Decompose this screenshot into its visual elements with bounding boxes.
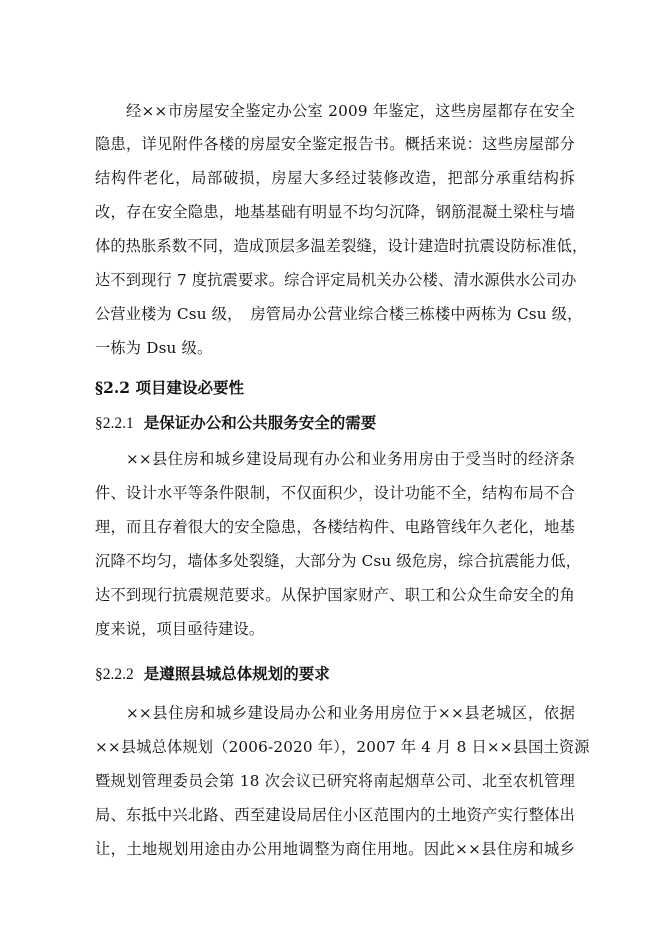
text-line: 度来说，项目亟待建设。: [95, 620, 265, 638]
text-line: 达不到现行抗震规范要求。从保护国家财产、职工和公众生命安全的角: [95, 586, 575, 604]
text-line: 改，存在安全隐患，地基基础有明显不均匀沉降，钢筋混凝土梁柱与墙: [95, 203, 575, 221]
section-title: 是保证办公和公共服务安全的需要: [143, 413, 377, 432]
section-heading-2-2-1: [95, 413, 376, 434]
section-title: 是遵照县城总体规划的要求: [143, 664, 330, 683]
text-line: 暨规划管理委员会第 18 次会议已研究将南起烟草公司、北至农机管理: [95, 772, 575, 790]
text-line: 一栋为 Dsu 级。: [95, 339, 213, 357]
text-line: 让，土地规划用途由办公用地调整为商住用地。因此××县住房和城乡: [95, 840, 575, 858]
text-line: 体的热胀系数不同，造成顶层多温差裂缝，设计建造时抗震设防标准低，: [95, 237, 588, 255]
text-line: ××县住房和城乡建设局办公和业务用房位于××县老城区，依据: [126, 704, 575, 722]
text-line: 沉降不均匀，墙体多处裂缝，大部分为 Csu 级危房，综合抗震能力低，: [95, 552, 582, 570]
text-line: 经××市房屋安全鉴定办公室 2009 年鉴定，这些房屋都存在安全: [126, 102, 575, 120]
text-line: 局、东抵中兴北路、西至建设局居住小区范围内的土地资产实行整体出: [95, 806, 575, 824]
text-line: 隐患，详见附件各楼的房屋安全鉴定报告书。概括来说：这些房屋部分: [95, 135, 575, 153]
text-line: 理，而且存着很大的安全隐患，各楼结构件、电路管线年久老化，地基: [95, 518, 575, 536]
text-line: 公营业楼为 Csu 级， 房管局办公营业综合楼三栋楼中两栋为 Csu 级，: [95, 305, 583, 323]
text-line: ××县住房和城乡建设局现有办公和业务用房由于受当时的经济条: [126, 450, 575, 468]
section-number: §2.2.1: [95, 415, 134, 432]
text-line: 达不到现行 7 度抗震要求。综合评定局机关办公楼、清水源供水公司办: [95, 271, 577, 289]
section-number: §2.2.2: [95, 666, 134, 683]
text-line: ××县城总体规划（2006-2020 年），2007 年 4 月 8 日××县国土资源: [95, 738, 590, 756]
section-heading-2-2: §2.2 项目建设必要性: [95, 378, 244, 397]
text-line: 结构件老化，局部破损，房屋大多经过装修改造，把部分承重结构拆: [95, 169, 575, 187]
section-heading-2-2-2: [95, 664, 330, 685]
text-line: 件、设计水平等条件限制，不仅面积少，设计功能不全，结构布局不合: [95, 484, 575, 502]
